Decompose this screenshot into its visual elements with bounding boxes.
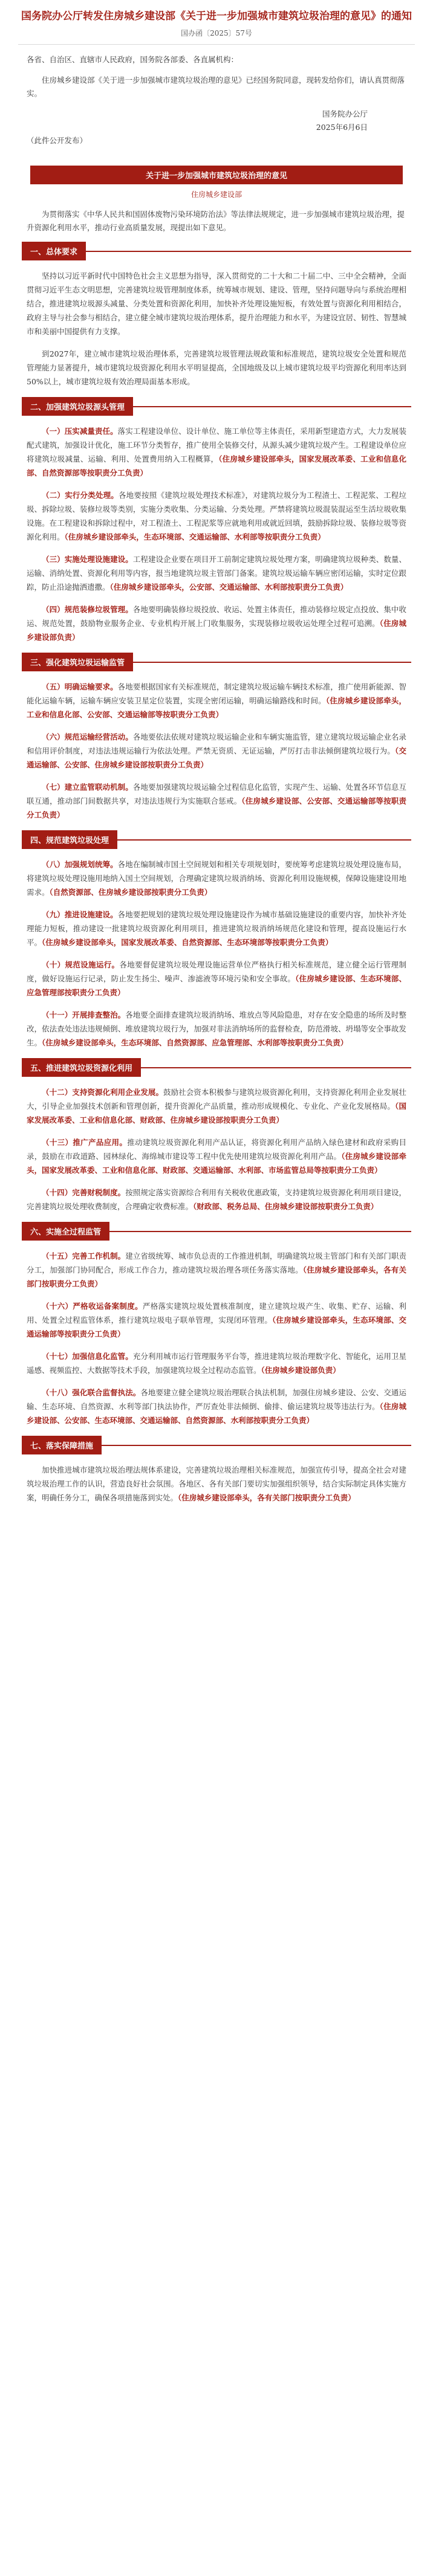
section-paragraph xyxy=(0,1085,433,1127)
paragraph-lead: （四）规范装修垃圾管理。 xyxy=(42,605,133,614)
title-divider xyxy=(18,44,415,45)
section-header xyxy=(22,1436,411,1454)
section-paragraph xyxy=(0,269,433,338)
section-label: 二、加强建筑垃圾源头管理 xyxy=(22,397,133,416)
section-label: 六、实施全过程监管 xyxy=(22,1222,109,1241)
section-paragraph xyxy=(0,602,433,644)
section-rule xyxy=(133,406,411,407)
section-label: 四、规范建筑垃圾处理 xyxy=(22,830,117,849)
document-title: 国务院办公厅转发住房城乡建设部《关于进一步加强城市建筑垃圾治理的意见》的通知 xyxy=(21,10,412,22)
opinion-title-banner: 关于进一步加强城市建筑垃圾治理的意见 xyxy=(30,166,403,184)
responsibility-note: （住房城乡建设部牵头，生态环境部、交通运输部等按职责分工负责） xyxy=(27,1315,406,1338)
responsibility-note: （财政部、税务总局、住房城乡建设部按职责分工负责） xyxy=(193,1202,379,1211)
section-rule xyxy=(86,251,411,252)
opinion-intro: 为贯彻落实《中华人民共和国固体废物污染环境防治法》等法律法规规定，进一步加强城市建筑垃圾治理，提升资源化利用水平，推动行业高质量发展，现提出如下意见。 xyxy=(27,210,405,232)
section-paragraph xyxy=(0,1299,433,1341)
paragraph-text: 坚持以习近平新时代中国特色社会主义思想为指导，深入贯彻党的二十大和二十届二中、三中全会精神，全面贯彻习近平生态文明思想，完善建筑垃圾管理制度体系，统筹城市规划、建设、管理，坚持问题导向与系统治理相结合，推进建筑垃圾源头减量、分类处置和资源化利用，加快补齐处理设施短板，有效处置与资源化利用相结合，政府主导与社会参与相结合，建立健全城市建筑垃圾治理体系，提升治理能力和水平，为建设宜居、韧性、智慧城市和美丽中国提供有力支撑。 xyxy=(27,271,406,336)
section-paragraph xyxy=(0,1186,433,1213)
paragraph-text: 按照规定落实资源综合利用有关税收优惠政策，支持建筑垃圾资源化利用项目建设，完善建筑垃圾处理收费制度，合理确定收费标准。 xyxy=(27,1188,406,1211)
section-header xyxy=(22,242,411,260)
paragraph-text: 各地要加强建筑垃圾运输全过程信息化监管，实现产生、运输、处置各环节信息互联互通，推动部门间数据共享，对违法违规行为实施联合惩戒。 xyxy=(27,783,406,805)
paragraph-lead: （九）推进设施建设。 xyxy=(42,910,118,919)
section-paragraph xyxy=(0,730,433,772)
notice-salutation: 各省、自治区、直辖市人民政府，国务院各部委、各直属机构： xyxy=(27,55,239,64)
section-rule xyxy=(141,1067,411,1068)
section-label: 七、落实保障措施 xyxy=(22,1436,102,1454)
section-paragraph xyxy=(0,857,433,899)
paragraph-text: 加快推进城市建筑垃圾治理法规体系建设，完善建筑垃圾治理相关标准规范，加强宣传引导，提高全社会对建筑垃圾治理工作的认识，营造良好社会氛围。各地区、各有关部门要切实加强组织领导，结合实际制定具体实施方案，明确任务分工，确保各项措施落到实处。 xyxy=(27,1465,406,1502)
opinion-intro-block xyxy=(0,208,433,234)
paragraph-text: 到2027年，建立城市建筑垃圾治理体系，完善建筑垃圾管理法规政策和标准规范，建筑垃圾安全处置和规范管理能力显著提升，城市建筑垃圾资源化利用水平明显提高，全国地级及以上城市建筑垃圾平均资源化利用率达到50%以上，城市建筑垃圾有效治理局面基本形成。 xyxy=(27,349,406,386)
responsibility-note: （住房城乡建设部牵头，生态环境部、交通运输部、水利部等按职责分工负责） xyxy=(64,532,325,541)
section-label: 三、强化建筑垃圾运输监管 xyxy=(22,653,133,671)
opinion-issuer: 住房城乡建设部 xyxy=(190,190,242,199)
paragraph-lead: （十一）开展排查整治。 xyxy=(42,1010,126,1019)
section-header xyxy=(22,397,411,416)
section-rule xyxy=(109,1231,411,1232)
paragraph-text: 各地在编制城市国土空间规划和相关专项规划时，要统筹考虑建筑垃圾处理设施布局，将建筑垃圾处理设施用地纳入国土空间规划，合理确定建筑垃圾消纳场、资源化利用设施规模，保障设施建设用地需求。 xyxy=(27,860,406,897)
paragraph-lead: （三）实施处理设施建设。 xyxy=(42,555,133,564)
responsibility-note: （住房城乡建设部牵头，国家发展改革委、自然资源部、生态环境部等按职责分工负责） xyxy=(42,938,333,947)
paragraph-text: 充分利用城市运行管理服务平台等，推进建筑垃圾治理数字化、智能化，运用卫星遥感、视频监控、大数据等技术手段，加强建筑垃圾全过程动态监管。 xyxy=(27,1352,406,1375)
paragraph-lead: （十八）强化联合监督执法。 xyxy=(42,1388,141,1397)
section-label: 五、推进建筑垃圾资源化利用 xyxy=(22,1058,141,1077)
paragraph-text: 落实工程建设单位、设计单位、施工单位等主体责任，采用新型建造方式，大力发展装配式建筑，加强设计优化，施工环节分类暂存，推广使用全装修交付，从源头减少建筑垃圾产生。工程建设单位应将建筑垃圾减量、运输、利用、处置费用纳入工程概算， xyxy=(27,427,406,463)
section-label: 一、总体要求 xyxy=(22,242,86,260)
paragraph-lead: （十三）推广产品应用。 xyxy=(42,1138,128,1147)
responsibility-note: （自然资源部、住房城乡建设部按职责分工负责） xyxy=(49,888,212,897)
paragraph-lead: （十二）支持资源化利用企业发展。 xyxy=(42,1088,164,1097)
paragraph-text: 建立省级统筹、城市负总责的工作推进机制，明确建筑垃圾主管部门和有关部门职责分工，加强部门协同配合，形成工作合力，推动建筑垃圾治理各项任务落实落地。 xyxy=(27,1251,406,1274)
responsibility-note: （住房城乡建设部牵头，工业和信息化部、公安部、交通运输部等按职责分工负责） xyxy=(27,696,406,719)
paragraph-text: 各地要明确装修垃圾投放、收运、处置主体责任，推动装修垃圾定点投放、集中收运、规范处置，鼓励物业服务企业、专业机构开展上门收集服务，实现装修垃圾收运处理全过程可追溯。 xyxy=(27,605,406,628)
paragraph-text: 工程建设企业要在项目开工前制定建筑垃圾处理方案，明确建筑垃圾种类、数量、运输、消纳处置、资源化利用等内容，报当地建筑垃圾主管部门备案。建筑垃圾运输车辆应密闭运输，实时定位跟踪，防止沿途抛洒遗撒。 xyxy=(27,555,406,592)
section-paragraph xyxy=(0,1008,433,1050)
section-paragraph xyxy=(0,1249,433,1291)
section-rule xyxy=(102,1445,411,1446)
responsibility-note: （住房城乡建设部牵头，国家发展改革委、工业和信息化部、自然资源部等按职责分工负责） xyxy=(27,454,406,477)
section-header xyxy=(22,830,411,849)
section-paragraph xyxy=(0,347,433,389)
notice-paragraph: 住房城乡建设部《关于进一步加强城市建筑垃圾治理的意见》已经国务院同意，现转发给你们，请认真贯彻落实。 xyxy=(27,76,405,98)
section-paragraph xyxy=(0,552,433,594)
paragraph-text: 各地要根据国家有关标准规范，制定建筑垃圾运输车辆技术标准，推广使用新能源、智能化运输车辆，运输车辆应安装卫星定位装置，实现全密闭运输，明确运输路线和时间。 xyxy=(27,682,406,705)
paragraph-lead: （十六）严格收运备案制度。 xyxy=(42,1302,143,1311)
notice-date: 2025年6月6日 xyxy=(316,123,368,132)
section-header xyxy=(22,653,411,671)
paragraph-lead: （十）规范设施运行。 xyxy=(42,960,120,969)
paragraph-lead: （十五）完善工作机制。 xyxy=(42,1251,126,1261)
section-paragraph xyxy=(0,680,433,721)
section-rule xyxy=(133,662,411,663)
responsibility-note: （住房城乡建设部负责） xyxy=(27,619,406,642)
paragraph-text: 各地要按照《建筑垃圾处理技术标准》，对建筑垃圾分为工程渣土、工程泥浆、工程垃圾、拆除垃圾、装修垃圾等类别，实施分类收集、分类运输、分类处理。严禁将建筑垃圾混装混运至生活垃圾收集设施。在工程建设和拆除过程中，对工程渣土、工程泥浆等应就地利用或就近回填，鼓励拆除垃圾、装修垃圾等资源化利用。 xyxy=(27,491,406,541)
responsibility-note: （住房城乡建设部牵头，生态环境部、自然资源部、应急管理部、水利部等按职责分工负责） xyxy=(42,1038,348,1047)
notice-signature-block xyxy=(27,108,406,134)
paragraph-text: 各地要依法依规对建筑垃圾运输企业和车辆实施监管，建立建筑垃圾运输企业名录和信用评价制度，对违法违规运输行为依法处理。严禁无资质、无证运输，严厉打击非法倾倒建筑垃圾行为。 xyxy=(27,732,406,755)
paragraph-lead: （十七）加强信息化监管。 xyxy=(42,1352,133,1361)
paragraph-lead: （六）规范运输经营活动。 xyxy=(42,732,133,741)
responsibility-note: （住房城乡建设部牵头，公安部、交通运输部、水利部按职责分工负责） xyxy=(109,583,348,592)
paragraph-lead: （二）实行分类处理。 xyxy=(42,491,119,500)
paragraph-text: 各地要建立健全建筑垃圾治理联合执法机制，加强住房城乡建设、公安、交通运输、生态环境、自然资源、水利等部门执法协作，严厉查处非法倾倒、偷排、偷运建筑垃圾等违法行为。 xyxy=(27,1388,406,1411)
paragraph-text: 推动建筑垃圾资源化利用产品认证，将资源化利用产品纳入绿色建材和政府采购目录，鼓励在市政道路、园林绿化、海绵城市建设等工程中优先使用建筑垃圾资源化利用产品。 xyxy=(27,1138,406,1161)
paragraph-lead: （十四）完善财税制度。 xyxy=(42,1188,126,1197)
paragraph-lead: （一）压实减量责任。 xyxy=(42,427,118,436)
section-paragraph xyxy=(0,1463,433,1505)
paragraph-lead: （八）加强规划统筹。 xyxy=(42,860,118,869)
paragraph-text: 严格落实建筑垃圾处置核准制度，建立建筑垃圾产生、收集、贮存、运输、利用、处置全过程监管体系，推行建筑垃圾电子联单管理，实现闭环管理。 xyxy=(27,1302,406,1325)
public-release-note: （此件公开发布） xyxy=(27,136,88,145)
section-paragraph xyxy=(0,958,433,999)
section-paragraph xyxy=(0,424,433,480)
paragraph-text: 各地要把规划的建筑垃圾处理设施建设作为城市基础设施建设的重要内容，加快补齐处理能力短板，推动建设一批建筑垃圾资源化利用项目，推进建筑垃圾消纳场规范化建设和管理，提高设施运行水平。 xyxy=(27,910,406,947)
sections-container xyxy=(0,242,433,1505)
notice-body xyxy=(0,53,433,147)
responsibility-note: （国家发展改革委、工业和信息化部、财政部、住房城乡建设部按职责分工负责） xyxy=(27,1102,406,1125)
paragraph-lead: （七）建立监管联动机制。 xyxy=(42,783,133,792)
document-number: 国办函〔2025〕57号 xyxy=(181,29,252,37)
responsibility-note: （住房城乡建设部、公安部、交通运输部等按职责分工负责） xyxy=(27,796,406,819)
responsibility-note: （交通运输部、公安部、住房城乡建设部按职责分工负责） xyxy=(27,746,406,769)
notice-signature: 国务院办公厅 xyxy=(322,109,368,118)
section-paragraph xyxy=(0,488,433,544)
section-paragraph xyxy=(0,1135,433,1177)
responsibility-note: （住房城乡建设部牵头，各有关部门按职责分工负责） xyxy=(27,1265,406,1288)
responsibility-note: （住房城乡建设部、公安部、生态环境部、交通运输部、自然资源部、水利部按职责分工负责） xyxy=(27,1402,406,1425)
responsibility-note: （住房城乡建设部、生态环境部、应急管理部按职责分工负责） xyxy=(27,974,406,997)
section-header xyxy=(22,1058,411,1077)
paragraph-lead: （五）明确运输要求。 xyxy=(42,682,118,691)
responsibility-note: （住房城乡建设部负责） xyxy=(261,1366,340,1375)
section-paragraph xyxy=(0,1386,433,1427)
responsibility-note: （住房城乡建设部牵头，各有关部门按职责分工负责） xyxy=(178,1493,356,1502)
paragraph-text: 鼓励社会资本积极参与建筑垃圾资源化利用，支持资源化利用企业发展壮大，引导企业加强技术创新和管理创新，提升资源化产品质量，推动形成规模化、专业化、产业化发展格局。 xyxy=(27,1088,406,1111)
section-paragraph xyxy=(0,908,433,949)
section-header xyxy=(22,1222,411,1241)
paragraph-text: 各地要督促建筑垃圾处理设施运营单位严格执行相关标准规范，建立健全运行管理制度，做好设施运行记录，防止发生扬尘、噪声、渗滤液等环境污染和安全事故。 xyxy=(27,960,406,983)
section-paragraph xyxy=(0,1349,433,1377)
paragraph-text: 各地要全面排查建筑垃圾消纳场、堆放点等风险隐患，对存在安全隐患的场所及时整改，依法查处违法违规倾倒、堆放建筑垃圾行为，加强对非法消纳场所的监督检查，防范滑坡、坍塌等安全事故发生。 xyxy=(27,1010,406,1047)
responsibility-note: （住房城乡建设部牵头，国家发展改革委、工业和信息化部、财政部、交通运输部、水利部、市场监管总局等按职责分工负责） xyxy=(27,1152,406,1175)
section-paragraph xyxy=(0,780,433,822)
section-rule xyxy=(117,839,411,841)
